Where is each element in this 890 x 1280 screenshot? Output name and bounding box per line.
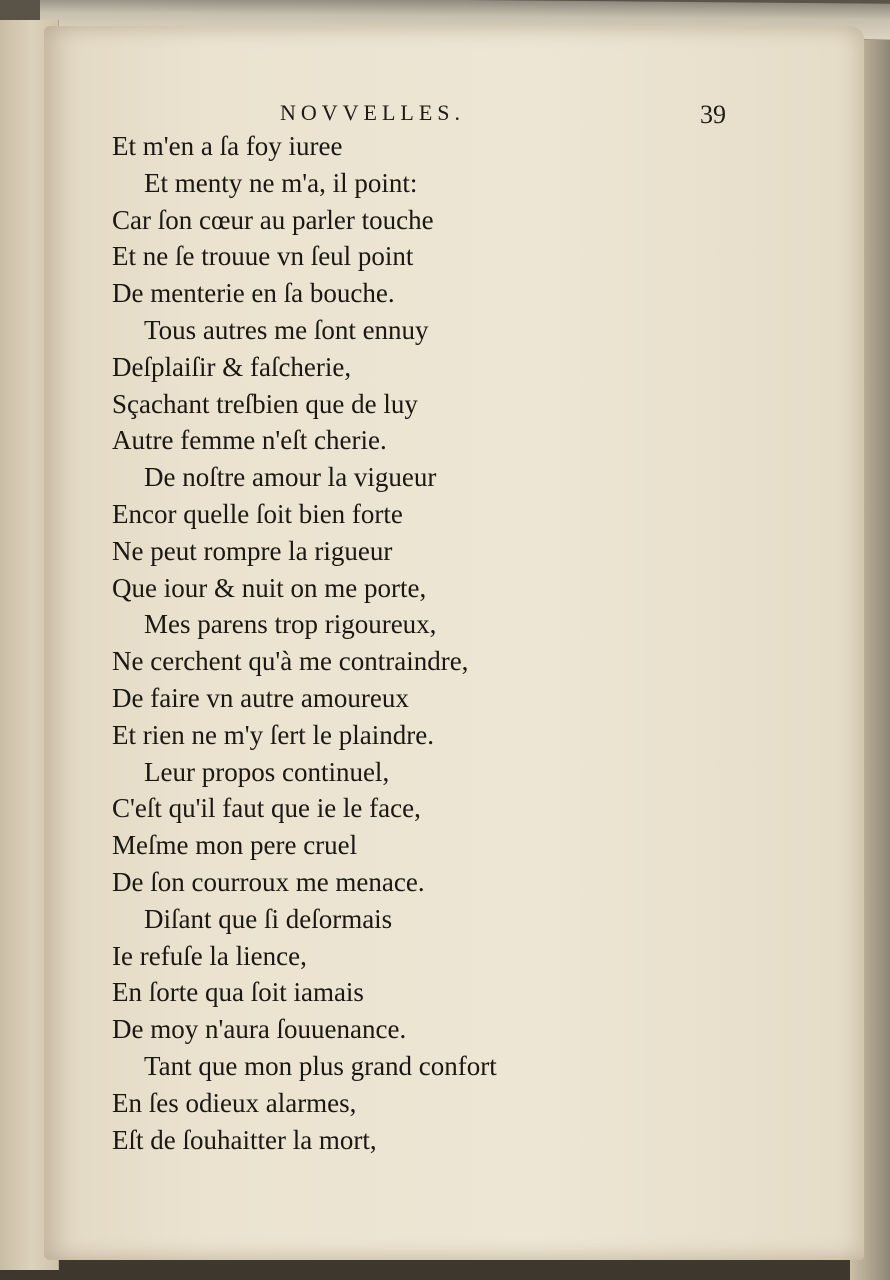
verse-line: Encor quelle ſoit bien forte bbox=[112, 498, 403, 529]
verse-line: En ſes odieux alarmes, bbox=[112, 1087, 357, 1118]
verse-line: En ſorte qua ſoit iamais bbox=[112, 977, 364, 1008]
verse-line: Deſplaiſir & faſcherie, bbox=[112, 351, 352, 382]
verse-line: Tant que mon plus grand confort bbox=[144, 1050, 497, 1081]
verse-line: Et rien ne m'y ſert le plaindre. bbox=[112, 719, 434, 750]
verse-line: Ne cerchent qu'à me contraindre, bbox=[112, 646, 469, 677]
verse-line: Ne peut rompre la rigueur bbox=[112, 535, 393, 566]
verse-line: De moy n'aura ſouuenance. bbox=[112, 1014, 407, 1045]
verse-line: De menterie en ſa bouche. bbox=[112, 278, 395, 309]
verse-line: De noſtre amour la vigueur bbox=[144, 462, 437, 493]
verse-line: De faire vn autre amoureux bbox=[112, 682, 409, 713]
verse-line: Autre femme n'eſt cherie. bbox=[112, 425, 387, 456]
verse-line: Et m'en a ſa foy iuree bbox=[112, 131, 343, 161]
verse-line: Meſme mon pere cruel bbox=[112, 830, 358, 861]
verse-line: Diſant que ſi deſormais bbox=[144, 903, 393, 934]
verse-line: Et menty ne m'a, il point: bbox=[144, 167, 418, 198]
verse-line: Sçachant treſbien que de luy bbox=[112, 388, 418, 419]
page-number: 39 bbox=[700, 100, 726, 129]
poem-text bbox=[112, 128, 612, 1158]
verse-line: Que iour & nuit on me porte, bbox=[112, 572, 427, 603]
verse-line: Leur propos continuel, bbox=[144, 756, 390, 787]
verse-line: Eſt de ſouhaitter la mort, bbox=[112, 1124, 377, 1155]
running-title: NOVVELLES. bbox=[280, 100, 466, 125]
verse-line: Tous autres me ſont ennuy bbox=[144, 314, 429, 345]
verse-line: Ie refuſe la lience, bbox=[112, 940, 307, 971]
verse-line: Et ne ſe trouue vn ſeul point bbox=[112, 241, 414, 272]
verse-line: C'eſt qu'il faut que ie le face, bbox=[112, 793, 421, 824]
verse-line: Car ſon cœur au parler touche bbox=[112, 204, 434, 235]
verse-line: De ſon courroux me menace. bbox=[112, 866, 425, 897]
verse-line: Mes parens trop rigoureux, bbox=[144, 609, 437, 640]
